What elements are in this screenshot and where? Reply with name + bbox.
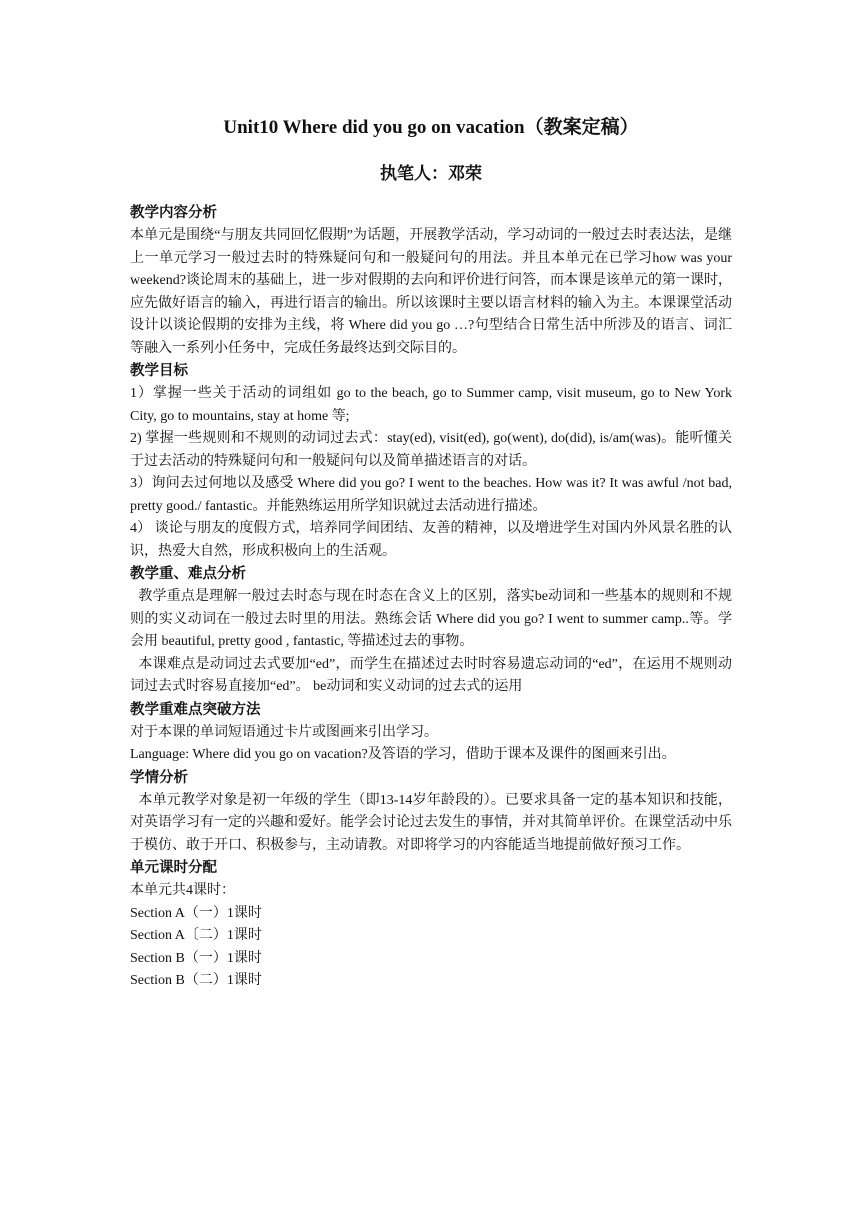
methods-text-1: 对于本课的单词短语通过卡片或图画来引出学习。 [130, 724, 438, 740]
objective-item-1: 1）掌握一些关于活动的词组如 go to the beach, go to Summer camp, visit museum, go to New York City, go to mountains, stay at home 等; [130, 386, 732, 424]
key-points-text: 教学重点是理解一般过去时态与现在时态在含义上的区别，落实be动词和一些基本的规则和不规则的实义动词在一般过去时里的用法。熟练会话 Where did you go? I went to summer camp..等。学会用 beautiful, pretty good , fantastic, 等描述过去的事物。 [130, 589, 732, 649]
objective-item-2: 2) 掌握一些规则和不规则的动词过去式：stay(ed), visit(ed), go(went), do(did), is/am(was)。能听懂关于过去活动的特殊疑问句和一般疑问句以及简单描述语言的对话。 [130, 431, 732, 469]
schedule-item: Section B（一）1课时 [130, 950, 262, 966]
heading-content-analysis: 教学内容分析 [130, 205, 217, 221]
heading-objectives: 教学目标 [130, 363, 188, 379]
objective-item-4: 4） 谈论与朋友的度假方式，培养同学间团结、友善的精神，以及增进学生对国内外风景名胜的认识，热爱大自然，形成积极向上的生活观。 [130, 521, 732, 559]
author-line: 执笔人：邓荣 [380, 164, 482, 183]
students-text: 本单元教学对象是初一年级的学生（即13-14岁年龄段的）。已要求具备一定的基本知识和技能，对英语学习有一定的兴趣和爱好。能学会讨论过去发生的事情，并对其简单评价。在课堂活动中乐于模仿、敢于开口、积极参与，主动请教。对即将学习的内容能适当地提前做好预习工作。 [130, 792, 732, 853]
heading-methods: 教学重难点突破方法 [130, 701, 261, 718]
document-title: Unit10 Where did you go on vacation（教案定稿） [223, 117, 639, 138]
difficult-points-text: 本课难点是动词过去式要加“ed”，而学生在描述过去时时容易遗忘动词的“ed”，在运用不规则动词过去式时容易直接加“ed”。 be动词和实义动词的过去式的运用 [130, 656, 732, 694]
content-analysis-text: 本单元是围绕“与朋友共同回忆假期”为话题，开展教学活动，学习动词的一般过去时表达法，是继上一单元学习一般过去时的特殊疑问句和一般疑问句的用法。并且本单元在已学习how was your weekend?谈论周末的基础上，进一步对假期的去向和评价进行问答，而本课是该单元的第一课时，应先做好语言的输入，再进行语言的输出。所以该课时主要以语言材料的输入为主。本课课堂活动设计以谈论假期的安排为主线，将 Where did you go …?句型结合日常生活中所涉及的语言、词汇等融入一系列小任务中，完成任务最终达到交际目的。 [130, 228, 732, 356]
heading-students: 学情分析 [130, 769, 188, 786]
methods-text-2: Language: Where did you go on vacation?及答语的学习，借助于课本及课件的图画来引出。 [130, 747, 676, 762]
schedule-item: Section A〔二）1课时 [130, 928, 262, 943]
schedule-intro: 本单元共4课时： [130, 883, 235, 898]
schedule-item: Section B（二）1课时 [130, 973, 262, 988]
document-page [130, 112, 732, 993]
heading-key-points: 教学重、难点分析 [130, 566, 246, 582]
schedule-item: Section A（一）1课时 [130, 905, 262, 921]
heading-schedule: 单元课时分配 [130, 860, 217, 876]
objective-item-3: 3）询问去过何地以及感受 Where did you go? I went to the beaches. How was it? It was awful /not bad, pretty good./ fantastic。并能熟练运用所学知识就过去活动进行描述。 [130, 476, 732, 514]
